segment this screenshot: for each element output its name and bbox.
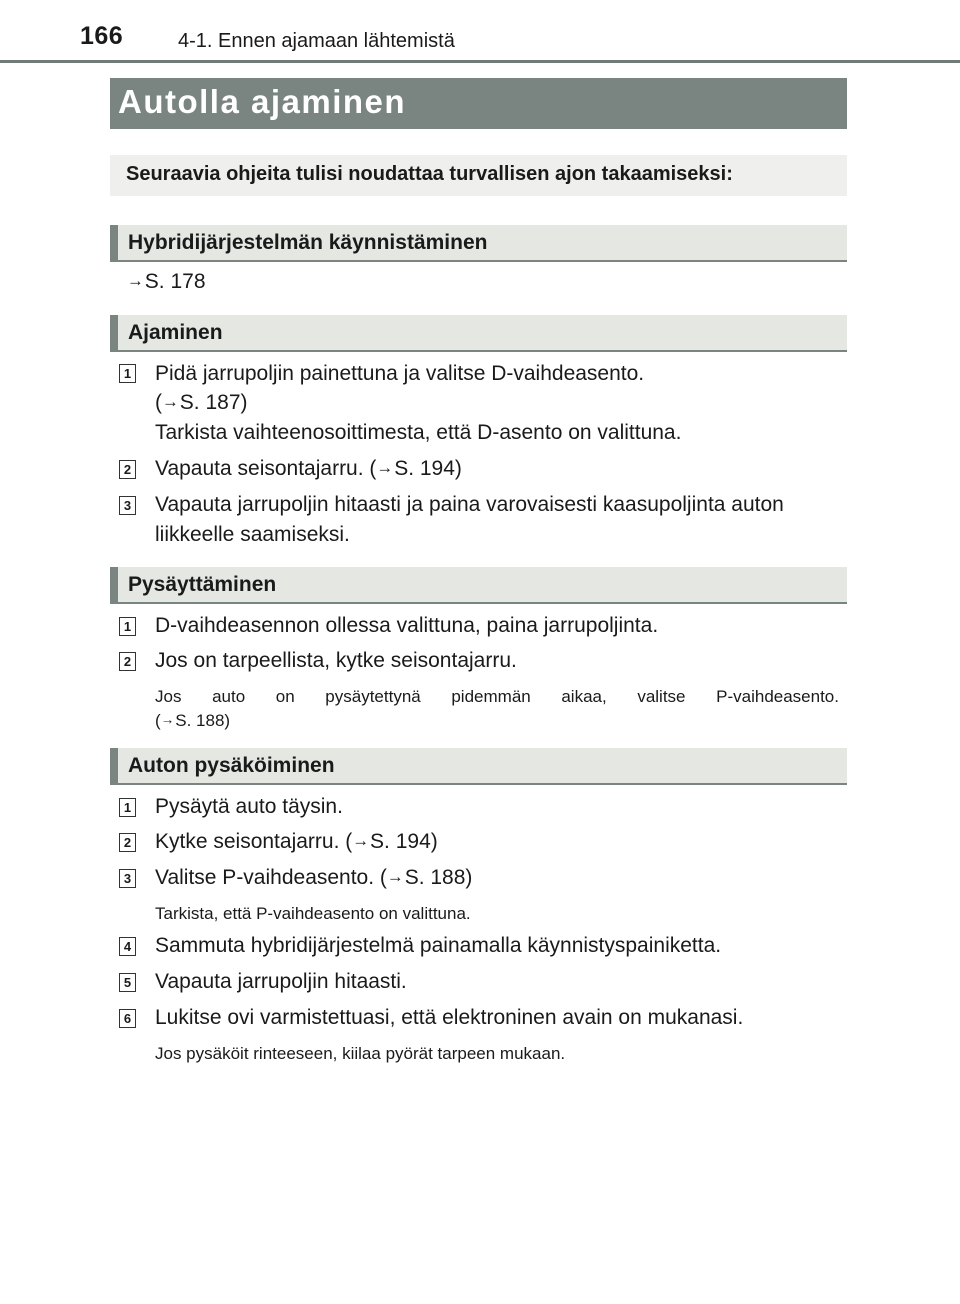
step-text-main: Vapauta seisontajarru. ( [155, 457, 377, 480]
step-text [155, 457, 462, 481]
step-text: Vapauta jarrupoljin hitaasti ja paina varovaisesti kaasupoljinta auton [155, 493, 784, 516]
step-number-badge: 1 [119, 617, 136, 636]
arrow-icon: → [352, 830, 370, 850]
step-text: Sammuta hybridijärjestelmä painamalla käynnistyspainiketta. [155, 934, 722, 957]
arrow-icon: → [127, 270, 144, 290]
page-number: 166 [80, 22, 124, 50]
reference-text: S. 187) [179, 391, 248, 414]
step-number-badge: 2 [119, 652, 136, 671]
step-number-badge: 3 [119, 869, 136, 888]
step-number-badge: 3 [119, 496, 136, 515]
step-text-main: Kytke seisontajarru. ( [155, 830, 353, 853]
step-number-badge: 2 [119, 833, 136, 852]
intro-box [110, 155, 847, 196]
step-text: liikkeelle saamiseksi. [155, 523, 350, 546]
step-text: D-vaihdeasennon ollessa valittuna, paina jarrupoljinta. [155, 614, 659, 637]
step-text [155, 866, 472, 890]
page-reference-start[interactable] [127, 270, 206, 294]
note-text: Jos auto on pysäytettynä pidemmän aikaa, valitse P-vaihdeasento. [155, 687, 839, 706]
reference-text: S. 178 [144, 270, 206, 293]
step-text-main: Valitse P-vaihdeasento. ( [155, 866, 387, 889]
step-text: Tarkista vaihteenosoittimesta, että D-asento on valittuna. [155, 421, 682, 444]
arrow-icon: → [160, 712, 175, 728]
step-text: Jos on tarpeellista, kytke seisontajarru. [155, 649, 517, 672]
step-reference[interactable] [155, 391, 248, 415]
step-text [155, 830, 438, 854]
section-heading-stopping [110, 567, 847, 604]
paren: ( [155, 711, 161, 730]
page-title: Autolla ajaminen [118, 83, 407, 120]
header-rule [0, 60, 960, 63]
step-reference[interactable] [352, 830, 438, 853]
arrow-icon: → [386, 866, 404, 886]
step-number-badge: 2 [119, 460, 136, 479]
page-title-bar [110, 78, 847, 129]
reference-text: S. 194) [370, 830, 438, 853]
step-text: Pysäytä auto täysin. [155, 795, 343, 818]
section-heading-text: Pysäyttäminen [128, 573, 277, 596]
step-number-badge: 6 [119, 1009, 136, 1028]
intro-text: Seuraavia ohjeita tulisi noudattaa turvallisen ajon takaamiseksi: [126, 163, 733, 185]
step-text: Lukitse ovi varmistettuasi, että elektroninen avain on mukanasi. [155, 1006, 744, 1029]
step-text: Vapauta jarrupoljin hitaasti. [155, 970, 407, 993]
page-header [0, 0, 960, 64]
step-text: Pidä jarrupoljin painettuna ja valitse D-vaihdeasento. [155, 362, 645, 385]
reference-text: S. 188) [175, 711, 231, 730]
note-text: Tarkista, että P-vaihdeasento on valittuna. [155, 904, 471, 923]
section-heading-text: Hybridijärjestelmän käynnistäminen [128, 231, 488, 254]
reference-text: S. 188) [404, 866, 473, 889]
section-heading-parking [110, 748, 847, 785]
step-number-badge: 1 [119, 798, 136, 817]
step-reference[interactable] [376, 457, 462, 480]
arrow-icon: → [162, 391, 179, 411]
section-heading-text: Auton pysäköiminen [128, 754, 335, 777]
paren: ( [155, 391, 162, 414]
note-text: Jos pysäköit rinteeseen, kiilaa pyörät tarpeen mukaan. [155, 1044, 566, 1063]
section-heading-start [110, 225, 847, 262]
arrow-icon: → [376, 457, 394, 477]
section-path: 4-1. Ennen ajamaan lähtemistä [178, 30, 455, 52]
note-reference[interactable] [155, 711, 230, 731]
section-heading-driving [110, 315, 847, 352]
step-number-badge: 1 [119, 364, 136, 383]
step-number-badge: 5 [119, 973, 136, 992]
section-heading-text: Ajaminen [128, 321, 223, 344]
step-reference[interactable] [387, 866, 473, 889]
reference-text: S. 194) [394, 457, 462, 480]
step-number-badge: 4 [119, 937, 136, 956]
